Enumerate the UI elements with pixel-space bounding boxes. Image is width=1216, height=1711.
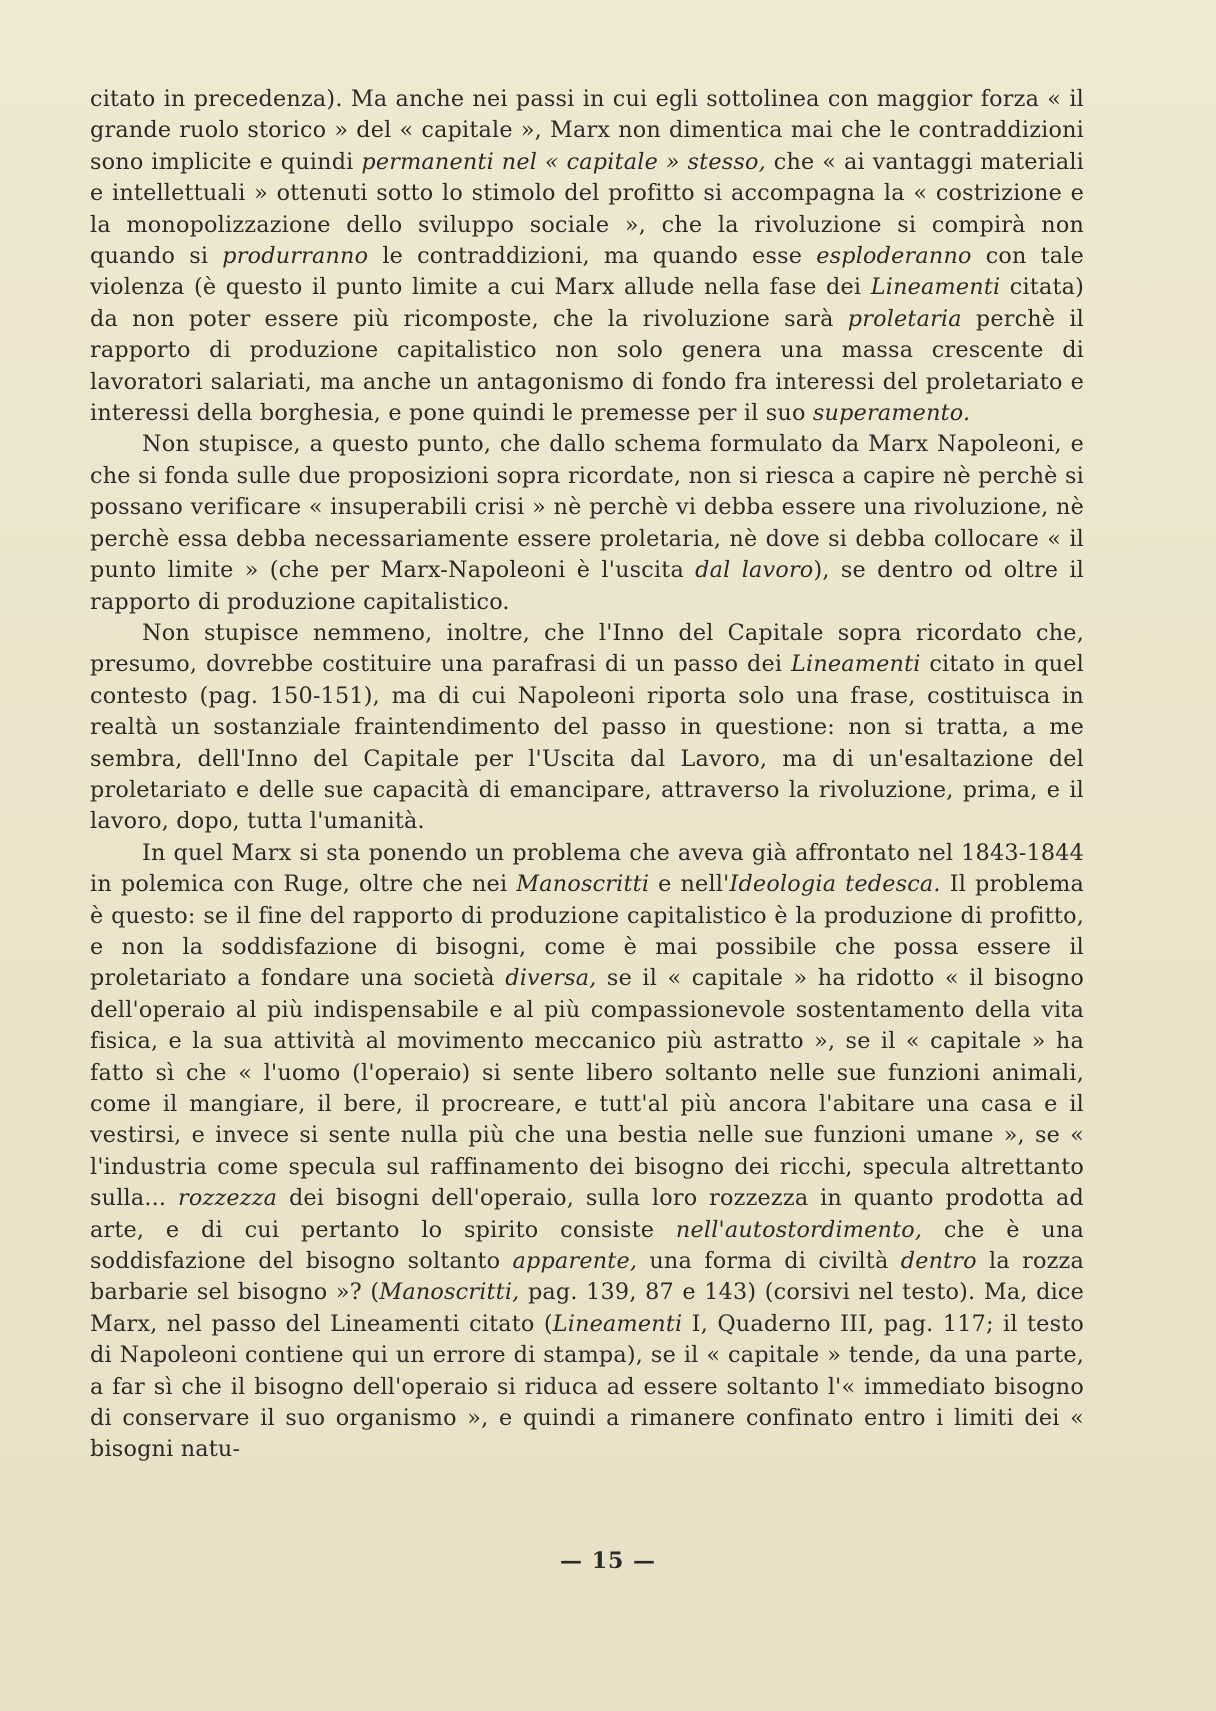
italic-text: apparente,: [512, 1248, 638, 1275]
italic-text: Manoscritti,: [379, 1279, 520, 1306]
italic-text: Manoscritti: [516, 871, 650, 898]
italic-text: permanenti nel « capitale » stesso,: [361, 148, 766, 175]
italic-text: nell'autostordimento,: [675, 1216, 923, 1243]
italic-text: dentro: [900, 1248, 977, 1275]
italic-text: proletaria: [847, 305, 962, 332]
italic-text: rozzezza: [178, 1185, 278, 1212]
italic-text: Lineamenti: [870, 274, 1001, 301]
paragraph-2: Non stupisce, a questo punto, che dallo schema formulato da Marx Napoleoni, e che si fonda sulle due proposizioni sopra ricordate, non si riesca a capire nè perchè si possano verificare « insuperabili crisi » nè perchè vi debba essere una rivoluzione, nè perchè essa debba necessariamente essere proletaria, nè dove si debba collocare « il punto limite » (che per Marx-Napoleoni è l'uscita dal lavoro), se dentro od oltre il rapporto di produzione capitalistico.: [90, 431, 1084, 615]
paragraph-1: citato in precedenza). Ma anche nei passi in cui egli sottolinea con maggior forza « il grande ruolo storico » del « capitale », Marx non dimentica mai che le contraddizioni sono implicite e quindi permanenti nel « capitale » stesso, che « ai vantaggi materiali e intellettuali » ottenuti sotto lo stimolo del profitto si accompagna la « costrizione e la monopolizzazione dello sviluppo sociale », che la rivoluzione si compirà non quando si produrranno le contraddizioni, ma quando esse esploderanno con tale violenza (è questo il punto limite a cui Marx allude nella fase dei Lineamenti citata) da non poter essere più ricomposte, che la rivoluzione sarà proletaria perchè il rapporto di produzione capitalistico non solo genera una massa crescente di lavoratori salariati, ma anche un antagonismo di fondo fra interessi del proletariato e interessi della borghesia, e pone quindi le premesse per il suo superamento.: [90, 86, 1085, 427]
italic-text: diversa,: [505, 965, 597, 992]
italic-text: superamento.: [812, 400, 971, 427]
paragraph-3: Non stupisce nemmeno, inoltre, che l'Inno del Capitale sopra ricordato che, presumo, dovrebbe costituire una parafrasi di un passo dei Lineamenti citato in quel contesto (pag. 150-151), ma di cui Napoleoni riporta solo una frase, costituisca in realtà un sostanziale fraintendimento del passo in questione: non si tratta, a me sembra, dell'Inno del Capitale per l'Uscita dal Lavoro, ma di un'esaltazione del proletariato e delle sue capacità di emancipare, attraverso la rivoluzione, prima, e il lavoro, dopo, tutta l'umanità.: [90, 619, 1084, 835]
italic-text: produrranno: [222, 243, 369, 270]
italic-text: Ideologia tedesca.: [729, 871, 941, 898]
italic-text: Lineamenti: [552, 1310, 683, 1337]
page-number: — 15 —: [560, 1548, 656, 1574]
body-text: [90, 84, 1084, 1466]
paragraph-4: In quel Marx si sta ponendo un problema che aveva già affrontato nel 1843-1844 in polemica con Ruge, oltre che nei Manoscritti e nell'Ideologia tedesca. Il problema è questo: se il fine del rapporto di produzione capitalistico è la produzione di profitto, e non la soddisfazione di bisogni, come è mai possibile che possa essere il proletariato a fondare una società diversa, se il « capitale » ha ridotto « il bisogno dell'operaio al più indispensabile e al più compassionevole sostentamento della vita fisica, e la sua attività al movimento meccanico più astratto », se il « capitale » ha fatto sì che « l'uomo (l'operaio) si sente libero soltanto nelle sue funzioni animali, come il mangiare, il bere, il procreare, e tutt'al più ancora l'abitare una casa e il vestirsi, e invece si sente nulla più che una bestia nelle sue funzioni umane », se « l'industria come specula sul raffinamento dei bisogno dei ricchi, specula altrettanto sulla... rozzezza dei bisogni dell'operaio, sulla loro rozzezza in quanto prodotta ad arte, e di cui pertanto lo spirito consiste nell'autostordimento, che è una soddisfazione del bisogno soltanto apparente, una forma di civiltà dentro la rozza barbarie sel bisogno »? (Manoscritti, pag. 139, 87 e 143) (corsivi nel testo). Ma, dice Marx, nel passo del Lineamenti citato (Lineamenti I, Quaderno III, pag. 117; il testo di Napoleoni contiene qui un errore di stampa), se il « capitale » tende, da una parte, a far sì che il bisogno dell'operaio si riduca ad essere soltanto l'« immediato bisogno di conservare il suo organismo », e quindi a rimanere confinato entro i limiti dei « bisogni natu-: [90, 839, 1084, 1463]
italic-text: dal lavoro: [695, 557, 814, 584]
italic-text: Lineamenti: [791, 651, 921, 678]
italic-text: esploderanno: [816, 243, 972, 270]
